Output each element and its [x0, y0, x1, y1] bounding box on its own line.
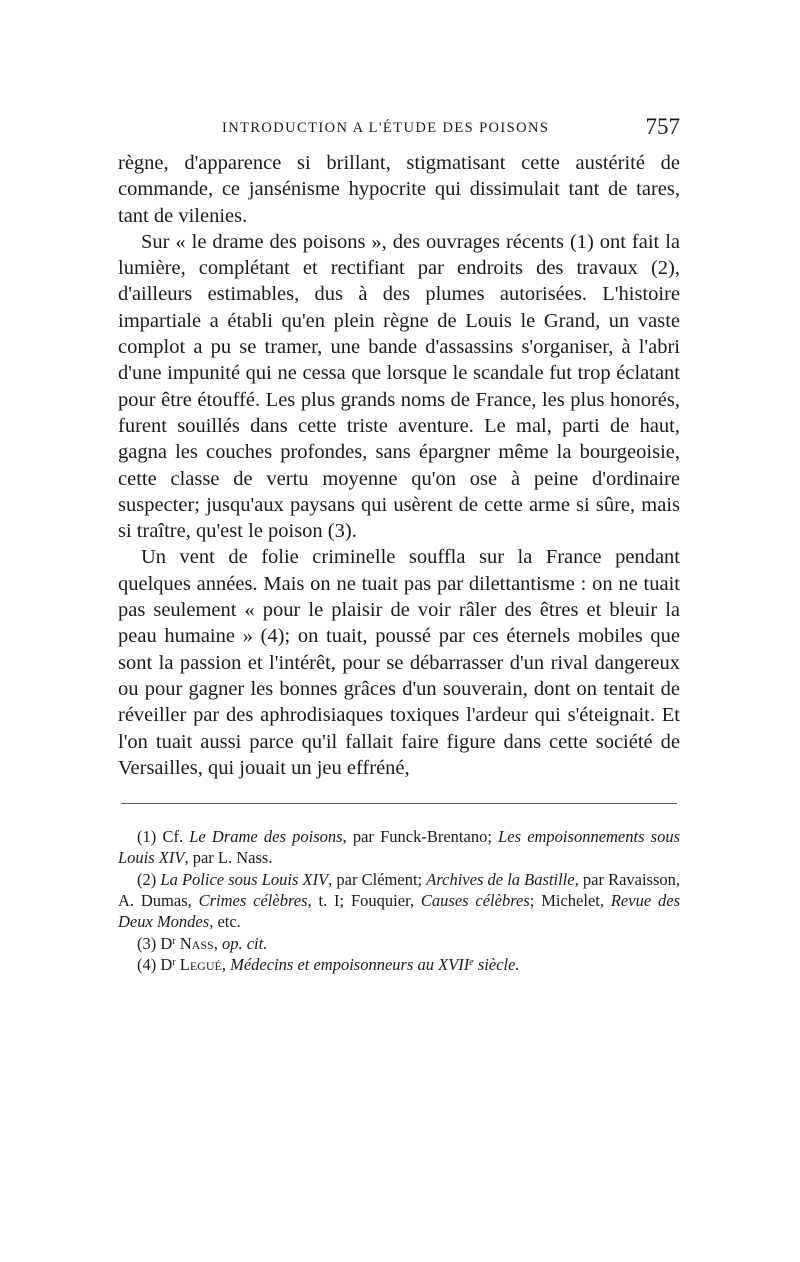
footnote-4: (4) $D^r$ Legué, Médecins et empoisonneurs au XVIIe siècle. — [137, 954, 520, 974]
running-header — [118, 112, 680, 146]
footnote-mark: (3) — [137, 933, 157, 953]
footnote-mark: (2) — [137, 869, 157, 889]
author-name: Nass — [179, 933, 214, 953]
cited-title: Revue des Deux Mondes — [118, 891, 680, 932]
running-title: INTRODUCTION A L'ÉTUDE DES POISONS — [222, 120, 550, 136]
cited-title: Archives de la Bastille — [426, 869, 575, 889]
cited-title: Causes célèbres — [420, 891, 530, 911]
footnote-mark: (4) — [137, 954, 157, 974]
cited-title: Le Drame des poisons — [189, 827, 343, 847]
page-number: 757 — [645, 114, 680, 139]
cited-title: Les empoisonnements sous Louis XIV — [118, 827, 681, 868]
book-page — [118, 112, 680, 975]
footnote-separator — [121, 803, 677, 804]
footnote-mark: (1) — [137, 827, 157, 847]
paragraph: Sur « le drame des poisons », des ouvrages récents (1) ont fait la lumière, complétant et rectifiant par endroits des travaux (2), d'ailleurs estimables, dus à des plumes autorisées. L'histoire impartiale a établi qu'en plein règne de Louis le Grand, un vaste complot a pu se tramer, une bande d'assassins s'organiser, à l'abri d'une impunité qui ne cessa que lorsque le scandale fut trop éclatant pour être étouffé. Les plus grands noms de France, les plus honorés, furent souillés dans cette triste aventure. Le mal, parti de haut, gagna les couches profondes, sans épargner même la bourgeoisie, cette classe de vertu moyenne qu'on ose à peine d'ordinaire suspecter; jusqu'aux paysans qui usèrent de cette arme si sûre, mais si traître, qu'est le poison (3). — [118, 230, 680, 543]
paragraph: Un vent de folie criminelle souffla sur la France pendant quelques années. Mais on ne tuait pas par dilettantisme : on ne tuait pas seulement « pour le plaisir de voir râler des êtres et bleuir la peau humaine » (4); on tuait, poussé par ces éternels mobiles que sont la passion et l'intérêt, pour se débarrasser d'un rival dangereux ou pour gagner les bonnes grâces d'un souverain, dont on tentait de réveiller par des aphrodisiaques toxiques l'ardeur qui s'éteignait. Et l'on tuait aussi parce qu'il fallait faire figure dans cette société de Versailles, qui jouait un jeu effréné, — [118, 546, 680, 779]
footnotes — [118, 826, 680, 975]
footnote-3: (3) $D^r$ Nass, op. cit. — [137, 933, 268, 953]
footnote-2: (2) La Police sous Louis XIV, par Clément; Archives de la Bastille, par Ravaisson, A. Dumas, Crimes célèbres, t. I; Fouquier, Causes célèbres; Michelet, Revue des Deux Mondes, etc. — [118, 869, 681, 932]
footnote-1: (1) Cf. Le Drame des poisons, par Funck-Brentano; Les empoisonnements sous Louis XIV, par L. Nass. — [118, 827, 681, 868]
cited-title: Médecins et empoisonneurs au XVIIe siècle. — [230, 954, 520, 974]
paragraph: règne, d'apparence si brillant, stigmatisant cette austérité de commande, ce jansénisme hypocrite qui dissimulait tant de tares, tant de vilenies. — [118, 152, 680, 227]
author-name: Legué — [179, 954, 222, 974]
cited-title: op. cit. — [221, 933, 268, 953]
cited-title: La Police sous Louis XIV — [160, 869, 329, 889]
body-text — [118, 150, 680, 781]
cited-title: Crimes célèbres — [198, 891, 308, 911]
